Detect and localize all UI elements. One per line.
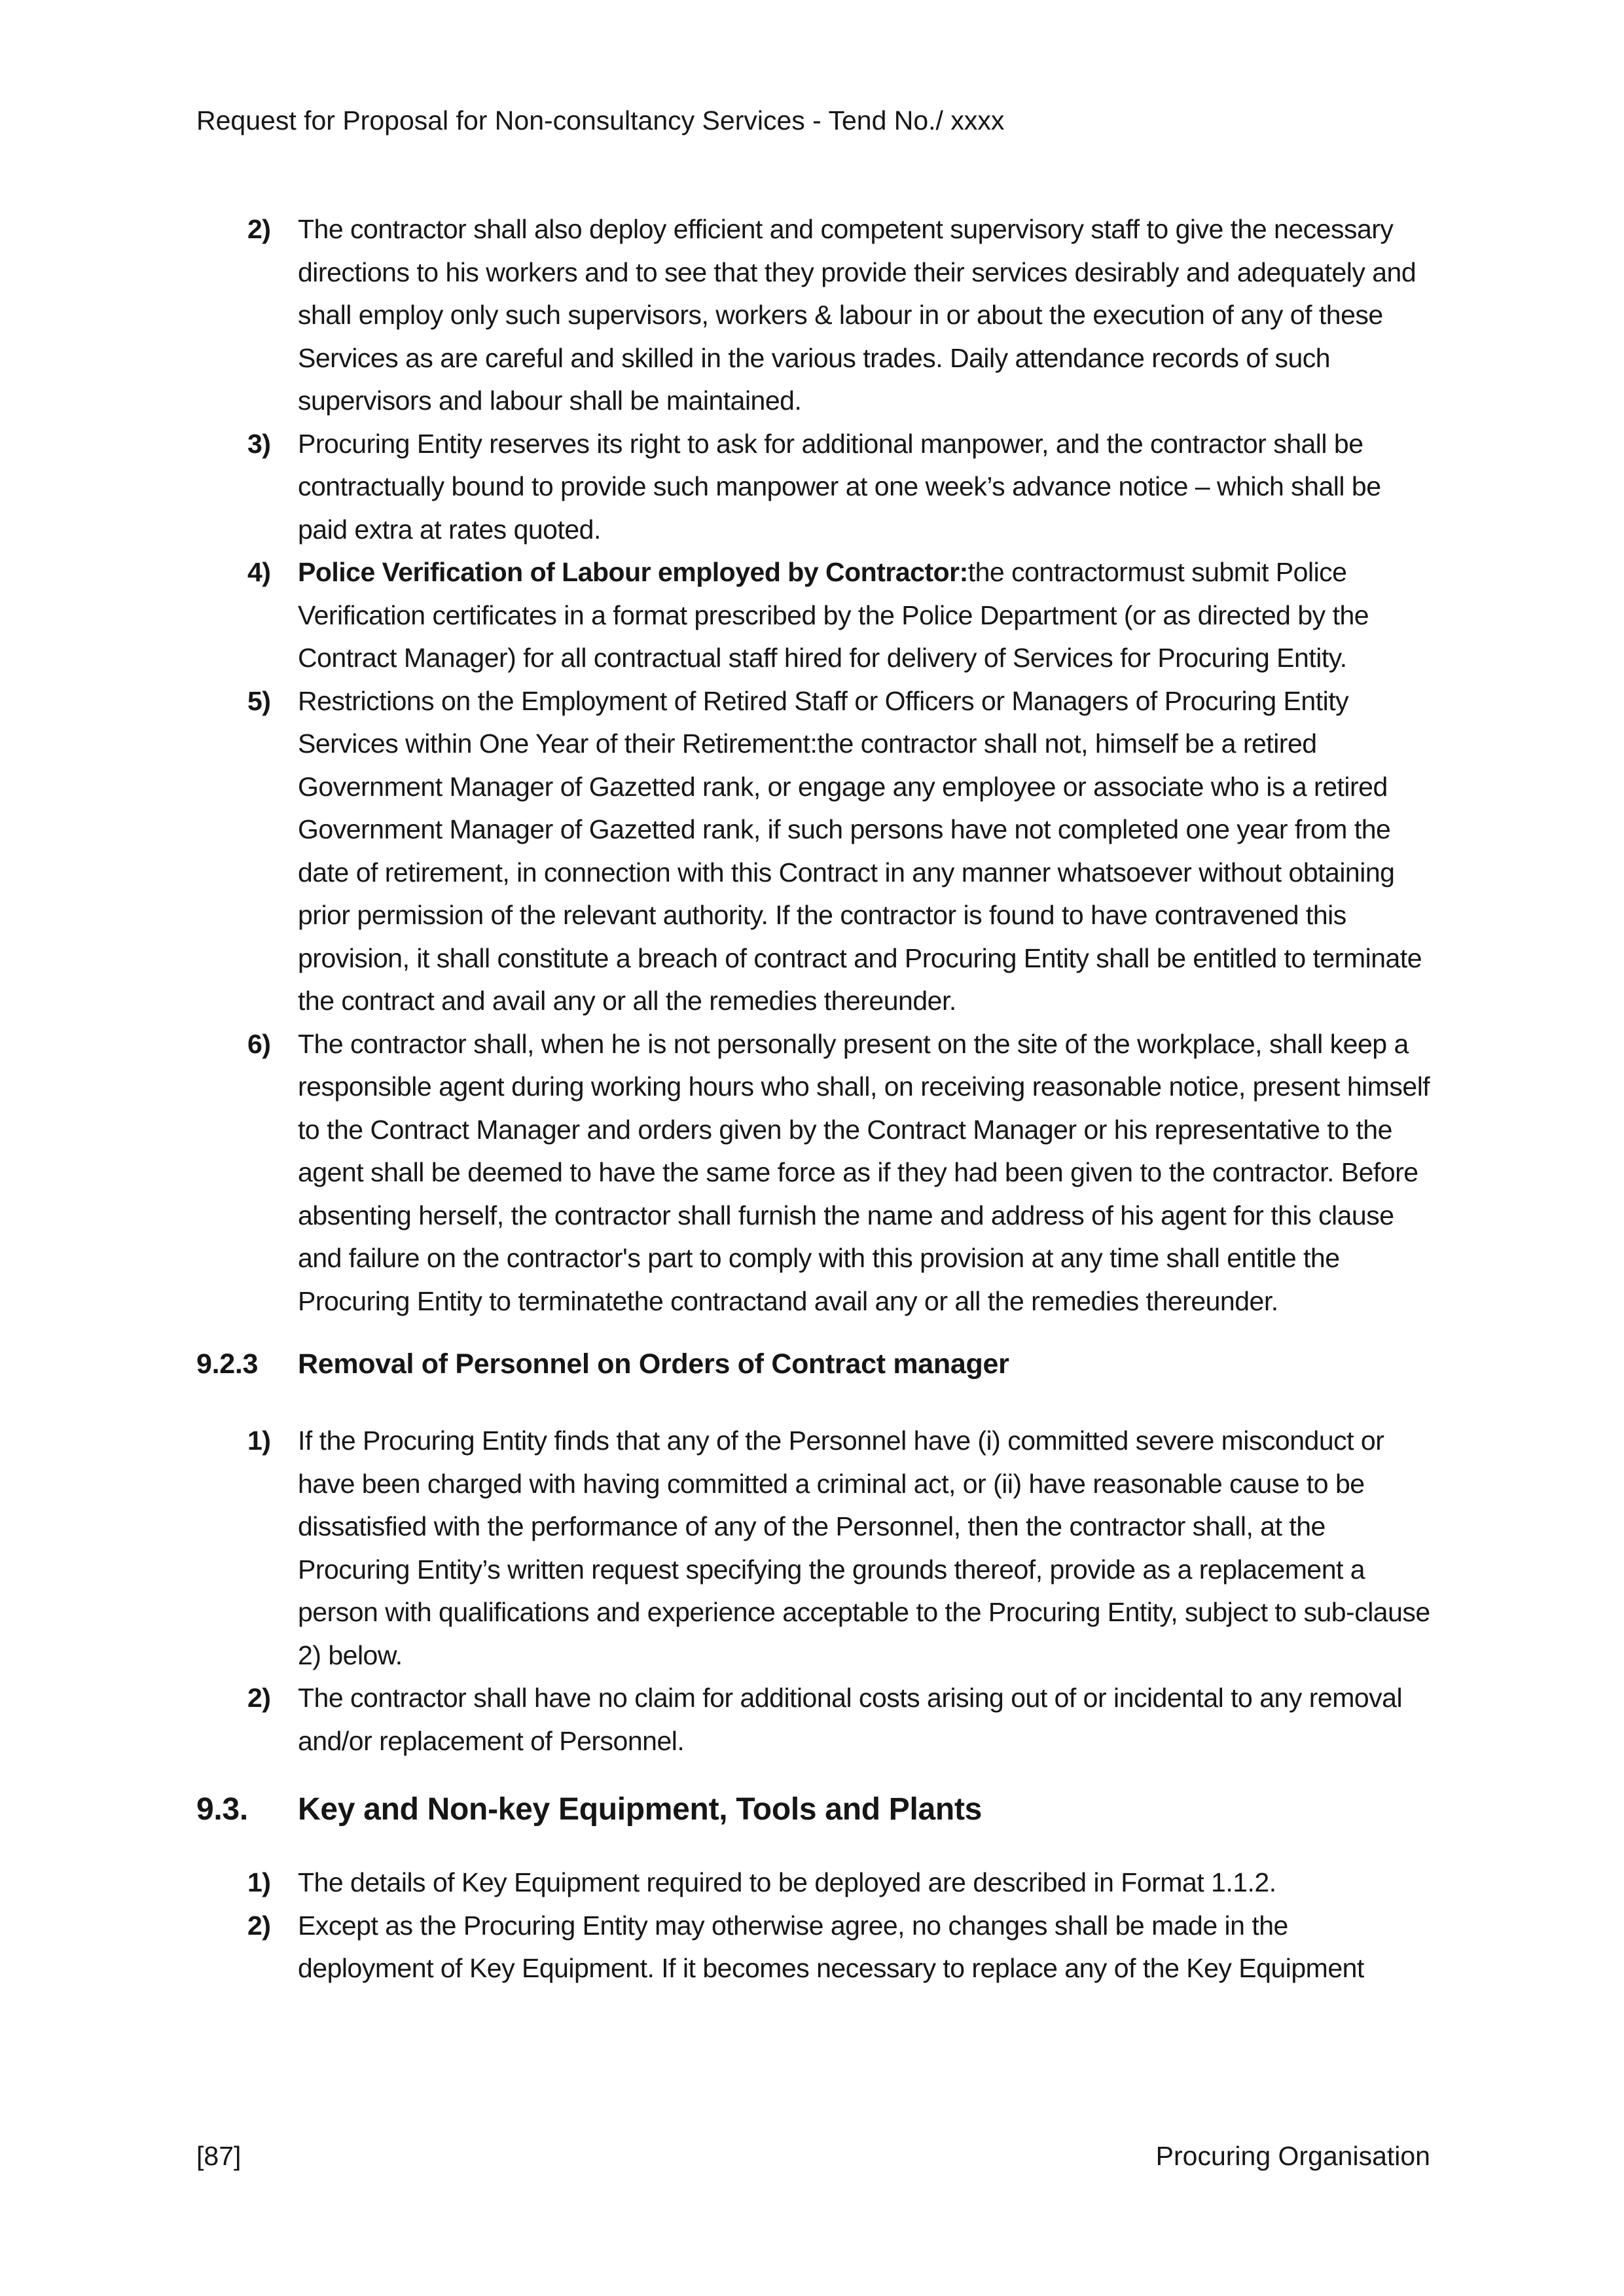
clause-list-manpower — [196, 208, 1430, 1323]
page-footer — [196, 2139, 1430, 2173]
section-title: Key and Non-key Equipment, Tools and Plants — [298, 1792, 983, 1827]
section-heading-93 — [196, 1786, 1430, 1833]
list-item-text: The contractor shall, when he is not personally present on the site of the workplace, shall keep a responsible agent during working hours who shall, on receiving reasonable notice, present himself to the Contract Manager and orders given by the Contract Manager or his representative to the agent shall be deemed to have the same force as if they had been given to the contractor. Before absenting herself, the contractor shall furnish the name and address of his agent for this clause and failure on the contractor's part to comply with this provision at any time shall entitle the Procuring Entity to terminatethe contractand avail any or all the remedies thereunder. — [298, 1028, 1430, 1316]
list-item — [247, 680, 1430, 1023]
list-item — [247, 551, 1430, 680]
list-item — [247, 1677, 1430, 1763]
list-item-bold-lead: Police Verification of Labour employed by Contractor: — [298, 557, 968, 587]
footer-page-number: [87] — [196, 2141, 242, 2171]
list-item-text: Except as the Procuring Entity may otherwise agree, no changes shall be made in the deployment of Key Equipment. If it becomes necessary to replace any of the Key Equipment — [298, 1910, 1364, 1983]
list-item-text: If the Procuring Entity finds that any of the Personnel have (i) committed severe misconduct or have been charged with having committed a criminal act, or (ii) have reasonable cause to be dissatisfied with the performance of any of the Personnel, then the contractor shall, at the Procuring Entity’s written request specifying the grounds thereof, provide as a replacement a person with qualifications and experience acceptable to the Procuring Entity, subject to sub-clause 2) below. — [298, 1426, 1430, 1670]
list-item-number: 1) — [247, 1867, 271, 1897]
section-title: Removal of Personnel on Orders of Contract manager — [298, 1348, 1009, 1380]
list-item — [247, 1861, 1430, 1905]
clause-list-removal-of-personnel — [196, 1420, 1430, 1763]
list-item-text: Restrictions on the Employment of Retired Staff or Officers or Managers of Procuring Entity Services within One Year of their Retirement:the contractor shall not, himself be a retired Government Manager of Gazetted rank, or engage any employee or associate who is a retired Government Manager of Gazetted rank, if such persons have not completed one year from the date of retirement, in connection with this Contract in any manner whatsoever without obtaining prior permission of the relevant authority. If the contractor is found to have contravened this provision, it shall constitute a breach of contract and Procuring Entity shall be entitled to terminate the contract and avail any or all the remedies thereunder. — [298, 685, 1422, 1016]
page-header: Request for Proposal for Non-consultancy Services - Tend No./ xxxx — [196, 105, 1005, 135]
clause-list-key-equipment — [196, 1861, 1430, 1990]
list-item-text: The contractor shall have no claim for additional costs arising out of or incidental to any removal and/or replacement of Personnel. — [298, 1683, 1403, 1756]
list-item-number: 2) — [247, 1683, 271, 1713]
list-item-number: 4) — [247, 557, 271, 587]
list-item — [247, 1420, 1430, 1677]
list-item-number: 2) — [247, 214, 271, 244]
list-item-number: 1) — [247, 1426, 271, 1456]
list-item — [247, 208, 1430, 423]
list-item-number: 5) — [247, 685, 271, 716]
list-item-text: Procuring Entity reserves its right to ask for additional manpower, and the contractor shall be contractually bound to provide such manpower at one week’s advance notice – which shall be paid extra at rates quoted. — [298, 428, 1381, 545]
list-item — [247, 423, 1430, 552]
list-item-text: The contractor shall also deploy efficient and competent supervisory staff to give the necessary directions to his workers and to see that they provide their services desirably and adequately and shall employ only such supervisors, workers & labour in or about the execution of any of these Services as are careful and skilled in the various trades. Daily attendance records of such supervisors and labour shall be maintained. — [298, 214, 1416, 416]
section-heading-923 — [196, 1343, 1430, 1385]
footer-organisation: Procuring Organisation — [1155, 2141, 1430, 2171]
list-item-number: 2) — [247, 1910, 271, 1941]
list-item-text — [298, 551, 1430, 680]
list-item-text-rest: the contractormust submit Police Verification certificates in a format prescribed by the Police Department (or as directed by the Contract Manager) for all contractual staff hired for delivery of Services for Procuring Entity. — [298, 557, 1369, 673]
section-number: 9.3. — [196, 1792, 248, 1827]
list-item-number: 6) — [247, 1028, 271, 1059]
list-item-number: 3) — [247, 428, 271, 459]
section-number: 9.2.3 — [196, 1348, 259, 1380]
list-item — [247, 1905, 1430, 1990]
list-item-text: The details of Key Equipment required to be deployed are described in Format 1.1.2. — [298, 1867, 1276, 1897]
list-item — [247, 1023, 1430, 1323]
